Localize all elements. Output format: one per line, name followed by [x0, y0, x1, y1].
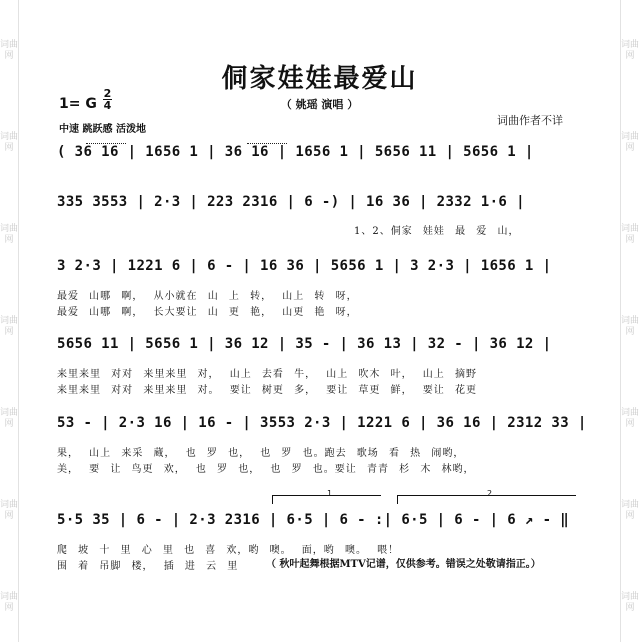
watermark-text: 词曲网	[621, 500, 639, 521]
tempo-marking: 中速 跳跃感 活泼地	[59, 124, 146, 135]
watermark-text: 词曲网	[0, 592, 19, 613]
lyric-line-2: 最爱 山哪 啊， 从小就在 山 上 转， 山上 转 呀，	[57, 291, 358, 302]
octave-dots	[247, 140, 287, 144]
time-signature	[103, 88, 112, 111]
lyric-line-8: 爬 坡 十 里 心 里 也 喜 欢，哟 噢。 面，哟 噢。 喂！	[57, 545, 400, 556]
singer-credit: （ 姚瑶 演唱 ）	[280, 98, 359, 111]
song-title: 侗家娃娃最爱山	[221, 64, 418, 94]
lyric-line-9: 围 着 吊脚 楼， 插 进 云 里	[57, 561, 239, 572]
watermark-text: 词曲网	[621, 40, 639, 61]
watermark-text: 词曲网	[621, 132, 639, 153]
watermark-text: 词曲网	[0, 316, 19, 337]
watermark-text: 词曲网	[621, 224, 639, 245]
lyric-line-4: 来里来里 对对 来里来里 对， 山上 去看 牛， 山上 吹木 叶， 山上 摘野	[57, 369, 477, 380]
lyric-line-3: 最爱 山哪 啊， 长大要让 山 更 艳， 山更 艳 呀，	[57, 307, 358, 318]
lyric-line-5: 来里来里 对对 来里来里 对。 要让 树更 多， 要让 草更 鲜， 要让 花更	[57, 385, 477, 396]
volta-label: 2	[487, 489, 493, 498]
time-signature-top: 2	[103, 87, 112, 100]
composer-credit: 词曲作者不详	[497, 114, 563, 127]
volta-label: 1	[327, 489, 333, 498]
time-signature-bottom: 4	[103, 99, 112, 112]
watermark-text: 词曲网	[0, 40, 19, 61]
watermark-text: 词曲网	[0, 500, 19, 521]
transcription-note: （ 秋叶起舞根据MTV记谱，仅供参考。错误之处敬请指正。）	[266, 559, 541, 570]
lyric-line-1: 1、2、侗家 娃娃 最 爱 山，	[354, 226, 520, 237]
octave-dots	[86, 140, 126, 144]
watermark-text: 词曲网	[621, 316, 639, 337]
watermark-text: 词曲网	[0, 132, 19, 153]
volta-bracket-2	[397, 489, 576, 504]
lyric-line-6: 果， 山上 来采 蔵， 也 罗 也， 也 罗 也。跑去 歌场 看 热 闹哟，	[57, 448, 465, 459]
score-line-6: 5·5 35 | 6 - | 2·3 2316 | 6·5 | 6 - :| 6·5 | 6 - | 6 ↗ - ‖	[57, 512, 570, 528]
watermark-text: 词曲网	[0, 408, 19, 429]
score-line-2: 335 3553 | 2·3 | 223 2316 | 6 -) | 16 36 | 2332 1·6 |	[57, 194, 525, 210]
score-line-4: 5656 11 | 5656 1 | 36 12 | 35 - | 36 13 | 32 - | 36 12 |	[57, 336, 552, 352]
score-line-3: 3 2·3 | 1221 6 | 6 - | 16 36 | 5656 1 | 3 2·3 | 1656 1 |	[57, 258, 552, 274]
score-line-5: 53 - | 2·3 16 | 16 - | 3553 2·3 | 1221 6 | 36 16 | 2312 33 |	[57, 415, 587, 431]
watermark-text: 词曲网	[0, 224, 19, 245]
key-signature: 1= G	[59, 96, 97, 112]
watermark-text: 词曲网	[621, 592, 639, 613]
watermark-text: 词曲网	[621, 408, 639, 429]
lyric-line-7: 美， 要 让 鸟更 欢， 也 罗 也， 也 罗 也。要让 青青 杉 木 林哟，	[57, 464, 475, 475]
score-line-1: ( 36 16 | 1656 1 | 36 16 | 1656 1 | 5656 11 | 5656 1 |	[57, 144, 534, 160]
volta-bracket-1	[272, 489, 381, 504]
